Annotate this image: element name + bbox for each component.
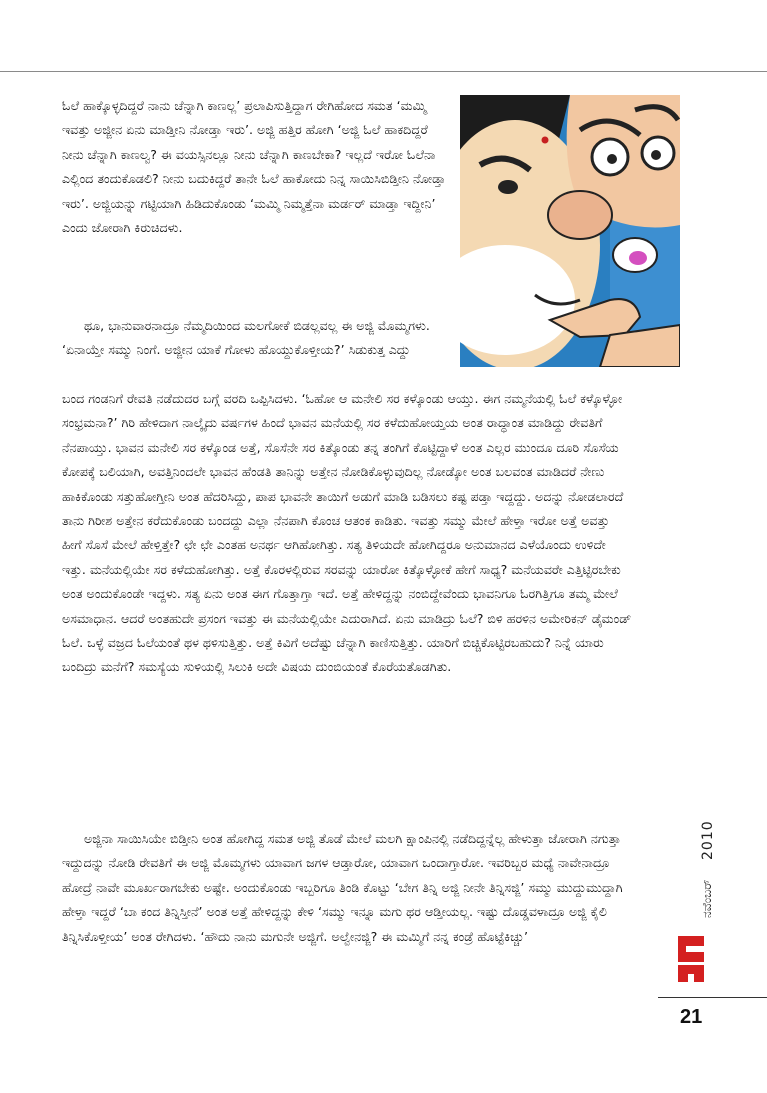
article-paragraph-3: ಅಜ್ಜಿನಾ ಸಾಯಿಸಿಯೇ ಬಿಡ್ತೀನಿ ಅಂತ ಹೋಗಿದ್ದ ಸಮತ ಅಜ್ಜಿ ತೊಡೆ ಮೇಲೆ ಮಲಗಿ ಕ್ಷಾಂಪಿನಲ್ಲಿ ನಡೆದಿದ್ದನ್ನೆಲ್ಲ ಹೇಳುತ್ತಾ ಜೋರಾಗಿ ನಗುತ್ತಾ ಇದ್ದುದನ್ನು ನೋಡಿ ರೇವತಿಗೆ ಈ ಅಜ್ಜಿ ಮೊಮ್ಮಗಳು ಯಾವಾಗ ಜಗಳ ಆಡ್ತಾರೋ, ಯಾವಾಗ ಒಂದಾಗ್ತಾರೋ. ಇವರಿಬ್ಬರ ಮಧ್ಯೆ ನಾವೇನಾದ್ರೂ ಹೋದ್ರೆ ನಾವೇ ಮೂರ್ಖರಾಗಬೇಕು ಅಷ್ಟೇ. ಅಂದುಕೊಂಡು ಇಬ್ಬರಿಗೂ ತಿಂಡಿ ಕೊಟ್ಟು ‘ಬೇಗ ತಿನ್ನಿ ಅಜ್ಜಿ ನೀನೇ ತಿನ್ನಿಸಜ್ಜಿ’ ಸಮ್ಮು ಮುದ್ದುಮುದ್ದಾಗಿ ಹೇಳ್ತಾ ಇದ್ದರೆ ‘ಬಾ ಕಂದ ತಿನ್ನಿಸ್ತೀನೆ’ ಅಂತ ಅತ್ತೆ ಹೇಳಿದ್ದನ್ನು ಕೇಳಿ ‘ಸಮ್ಮು ಇನ್ನೂ ಮಗು ಥರ ಆಡ್ತೀಯಲ್ಲ. ಇಷ್ಟು ದೊಡ್ಡವಳಾದ್ರೂ ಅಜ್ಜಿ ಕೈಲಿ ತಿನ್ನಿಸಿಕೊಳ್ತೀಯ’ ಅಂತ ರೇಗಿದಳು. ‘ಹೌದು ನಾನು ಮಗುನೇ ಅಜ್ಜಿಗೆ. ಅಲ್ವೇನಜ್ಜಿ? ಈ ಮಮ್ಮಿಗೆ ನನ್ನ ಕಂಡ್ರೆ ಹೊಟ್ಟೆಕಿಚ್ಚು’ bbox=[62, 831, 623, 944]
article-paragraph-2-start: ಥೂ, ಭಾನುವಾರನಾದ್ರೂ ನೆಮ್ಮದಿಯಿಂದ ಮಲಗೋಕೆ ಬಿಡಲ್ಲವಲ್ಲ ಈ ಅಜ್ಜಿ ಮೊಮ್ಮಗಳು. ‘ಏನಾಯ್ತೇ ಸಮ್ಮು ನಿಂಗೆ. ಅಜ್ಜೀನ ಯಾಕೆ ಗೋಳು ಹೊಯ್ದುಕೊಳ್ತೀಯ?’ ಸಿಡುಕುತ್ತ ಎದ್ದು bbox=[62, 318, 430, 358]
article-paragraph-1: ಓಲೆ ಹಾಕ್ಕೊಳ್ಳದಿದ್ದರೆ ನಾನು ಚೆನ್ನಾಗಿ ಕಾಣಲ್ಲ’ ಪ್ರಲಾಪಿಸುತ್ತಿದ್ದಾಗ ರೇಗಿಹೋದ ಸಮತ ‘ಮಮ್ಮಿ ಇವತ್ತು ಅಜ್ಜೀನ ಏನು ಮಾಡ್ತೀನಿ ನೋಡ್ತಾ ಇರು’. ಅಜ್ಜಿ ಹತ್ತಿರ ಹೋಗಿ ‘ಅಜ್ಜಿ ಓಲೆ ಹಾಕದಿದ್ದರೆ ನೀನು ಚೆನ್ನಾಗಿ ಕಾಣಲ್ವ? ಈ ವಯಸ್ಸಿನಲ್ಲೂ ನೀನು ಚೆನ್ನಾಗಿ ಕಾಣಬೇಕಾ? ಇಲ್ಲದೆ ಇರೋ ಓಲೆನಾ ಎಲ್ಲಿಂದ ತಂದುಕೊಡಲಿ? ನೀನು ಬದುಕಿದ್ದರೆ ತಾನೇ ಓಲೆ ಹಾಕೋದು ನಿನ್ನ ಸಾಯಿಸಿಬಿಡ್ತೀನಿ ನೋಡ್ತಾ ಇರು’. ಅಜ್ಜಿಯನ್ನು ಗಟ್ಟಿಯಾಗಿ ಹಿಡಿದುಕೊಂಡು ‘ಮಮ್ಮಿ ನಿಮ್ಮತ್ತೆನಾ ಮರ್ಡರ್ ಮಾಡ್ತಾ ಇದ್ದೀನಿ’ ಎಂದು ಜೋರಾಗಿ ಕಿರುಚಿದಳು. bbox=[62, 98, 446, 236]
issue-month: ನವೆಂಬರ್ bbox=[700, 879, 714, 918]
cartoon-illustration bbox=[460, 95, 680, 367]
page-number: 21 bbox=[680, 1006, 703, 1028]
article-paragraph-2-continued: ಬಂದ ಗಂಡನಿಗೆ ರೇವತಿ ನಡೆದುದರ ಬಗ್ಗೆ ವರದಿ ಒಪ್ಪಿಸಿದಳು. ‘ಓಹೋ ಆ ಮನೇಲಿ ಸರ ಕಳ್ಕೊಂಡು ಆಯ್ತು. ಈಗ ನಮ್ಮನೆಯಲ್ಲಿ ಓಲೆ ಕಳ್ಕೊಳ್ಳೋ ಸಂಭ್ರಮನಾ?’ ಗಿರಿ ಹೇಳಿದಾಗ ನಾಲ್ಕೈದು ವರ್ಷಗಳ ಹಿಂದೆ ಭಾವನ ಮನೆಯಲ್ಲಿ ಸರ ಕಳೆದುಹೋಯ್ತಯ ಅಂತ ರಾದ್ಧಾಂತ ಮಾಡಿದ್ದು ರೇವತಿಗೆ ನೆನಪಾಯ್ತು. ಭಾವನ ಮನೇಲಿ ಸರ ಕಳ್ಕೊಂಡ ಅತ್ತೆ, ಸೊಸೆನೇ ಸರ ಕಿತ್ಕೊಂಡು ತನ್ನ ತಂಗಿಗೆ ಕೊಟ್ಟಿದ್ದಾಳೆ ಅಂತ ಎಲ್ಲರ ಮುಂದೂ ದೂರಿ ಸೊಸೆಯ ಕೋಪಕ್ಕೆ ಬಲಿಯಾಗಿ, ಅವತ್ತಿನಿಂದಲೇ ಭಾವನ ಹೆಂಡತಿ ತಾನಿನ್ನು ಅತ್ತೇನ ನೋಡಿಕೊಳ್ಳುವುದಿಲ್ಲ ನೋಡ್ಕೋ ಅಂತ ಬಲವಂತ ಮಾಡಿದರೆ ನೇಣು ಹಾಕಿಕೊಂಡು ಸತ್ತುಹೋಗ್ತೀನಿ ಅಂತ ಹೆದರಿಸಿದ್ದು, ಪಾಪ ಭಾವನೇ ತಾಯಿಗೆ ಅಡುಗೆ ಮಾಡಿ ಬಡಿಸಲು ಕಷ್ಟ ಪಡ್ತಾ ಇದ್ದದ್ದು. ಅದನ್ನು ನೋಡಲಾರದೆ ತಾನು ಗಿರೀಶ ಅತ್ತೇನ ಕರೆದುಕೊಂಡು ಬಂದದ್ದು ಎಲ್ಲಾ ನೆನಪಾಗಿ ಕೊಂಚ ಆತಂಕ ಕಾಡಿತು. ಇವತ್ತು ಸಮ್ಮು ಮೇಲೆ ಹೇಳ್ತಾ ಇರೋ ಅತ್ತೆ ಅವತ್ತು ಹೀಗೆ ಸೊಸೆ ಮೇಲೆ ಹೇಳ್ತಿತ್ತೇ? ಛೇ ಛೇ ಎಂತಹ ಅನರ್ಥ ಆಗಿಹೋಗಿತ್ತು. ಸತ್ಯ ತಿಳಿಯದೇ ಹೋಗಿದ್ದರೂ ಅನುಮಾನದ ಎಳೆಯೊಂದು ಉಳಿದೇ ಇತ್ತು. ಮನೆಯಲ್ಲಿಯೇ ಸರ ಕಳೆದುಹೋಗಿತ್ತು. ಅತ್ತೆ ಕೊರಳಲ್ಲಿರುವ ಸರವನ್ನು ಯಾರೋ ಕಿತ್ಕೊಳ್ಳೋಕೆ ಹೇಗೆ ಸಾಧ್ಯ? ಮನೆಯವರೇ ಎತ್ತಿಟ್ಟಿರಬೇಕು ಅಂತ ಅಂದುಕೊಂಡೇ ಇದ್ದಳು. ಸತ್ಯ ಏನು ಅಂತ ಈಗ ಗೊತ್ತಾಗ್ತಾ ಇದೆ. ಅತ್ತೆ ಹೇಳಿದ್ದನ್ನು ನಂಬಿದ್ದೇವೆಂದು ಭಾವನಿಗೂ ಓರಗಿತ್ತಿಗೂ ತಮ್ಮ ಮೇಲೆ ಅಸಮಾಧಾನ. ಆದರೆ ಅಂತಹುದೇ ಪ್ರಸಂಗ ಇವತ್ತು ಈ ಮನೆಯಲ್ಲಿಯೇ ಎದುರಾಗಿದೆ. ಏನು ಮಾಡಿದ್ರು ಓಲೆ? ಬಿಳಿ ಹರಳಿನ ಅಮೇರಿಕನ್ ಡೈಮಂಡ್ ಓಲೆ. ಒಳ್ಳೆ ವಜ್ರದ ಓಲೆಯಂತೆ ಥಳ ಥಳಿಸುತ್ತಿತ್ತು. ಅತ್ತೆ ಕಿವಿಗೆ ಅದೆಷ್ಟು ಚೆನ್ನಾಗಿ ಕಾಣಿಸುತ್ತಿತ್ತು. ಯಾರಿಗೆ ಬಿಚ್ಚಿಕೊಟ್ಟಿರಬಹುದು? ನಿನ್ನೆ ಯಾರು ಬಂದಿದ್ರು ಮನೆಗೆ? ಸಮಸ್ಯೆಯ ಸುಳಿಯಲ್ಲಿ ಸಿಲುಕಿ ಅದೇ ವಿಷಯ ದುಂಬಿಯಂತೆ ಕೊರೆಯತೊಡಗಿತು. bbox=[62, 391, 632, 675]
issue-year: 2010 bbox=[700, 820, 716, 860]
magazine-logo bbox=[672, 932, 710, 986]
top-rule bbox=[0, 71, 767, 72]
footer-rule bbox=[658, 997, 767, 998]
